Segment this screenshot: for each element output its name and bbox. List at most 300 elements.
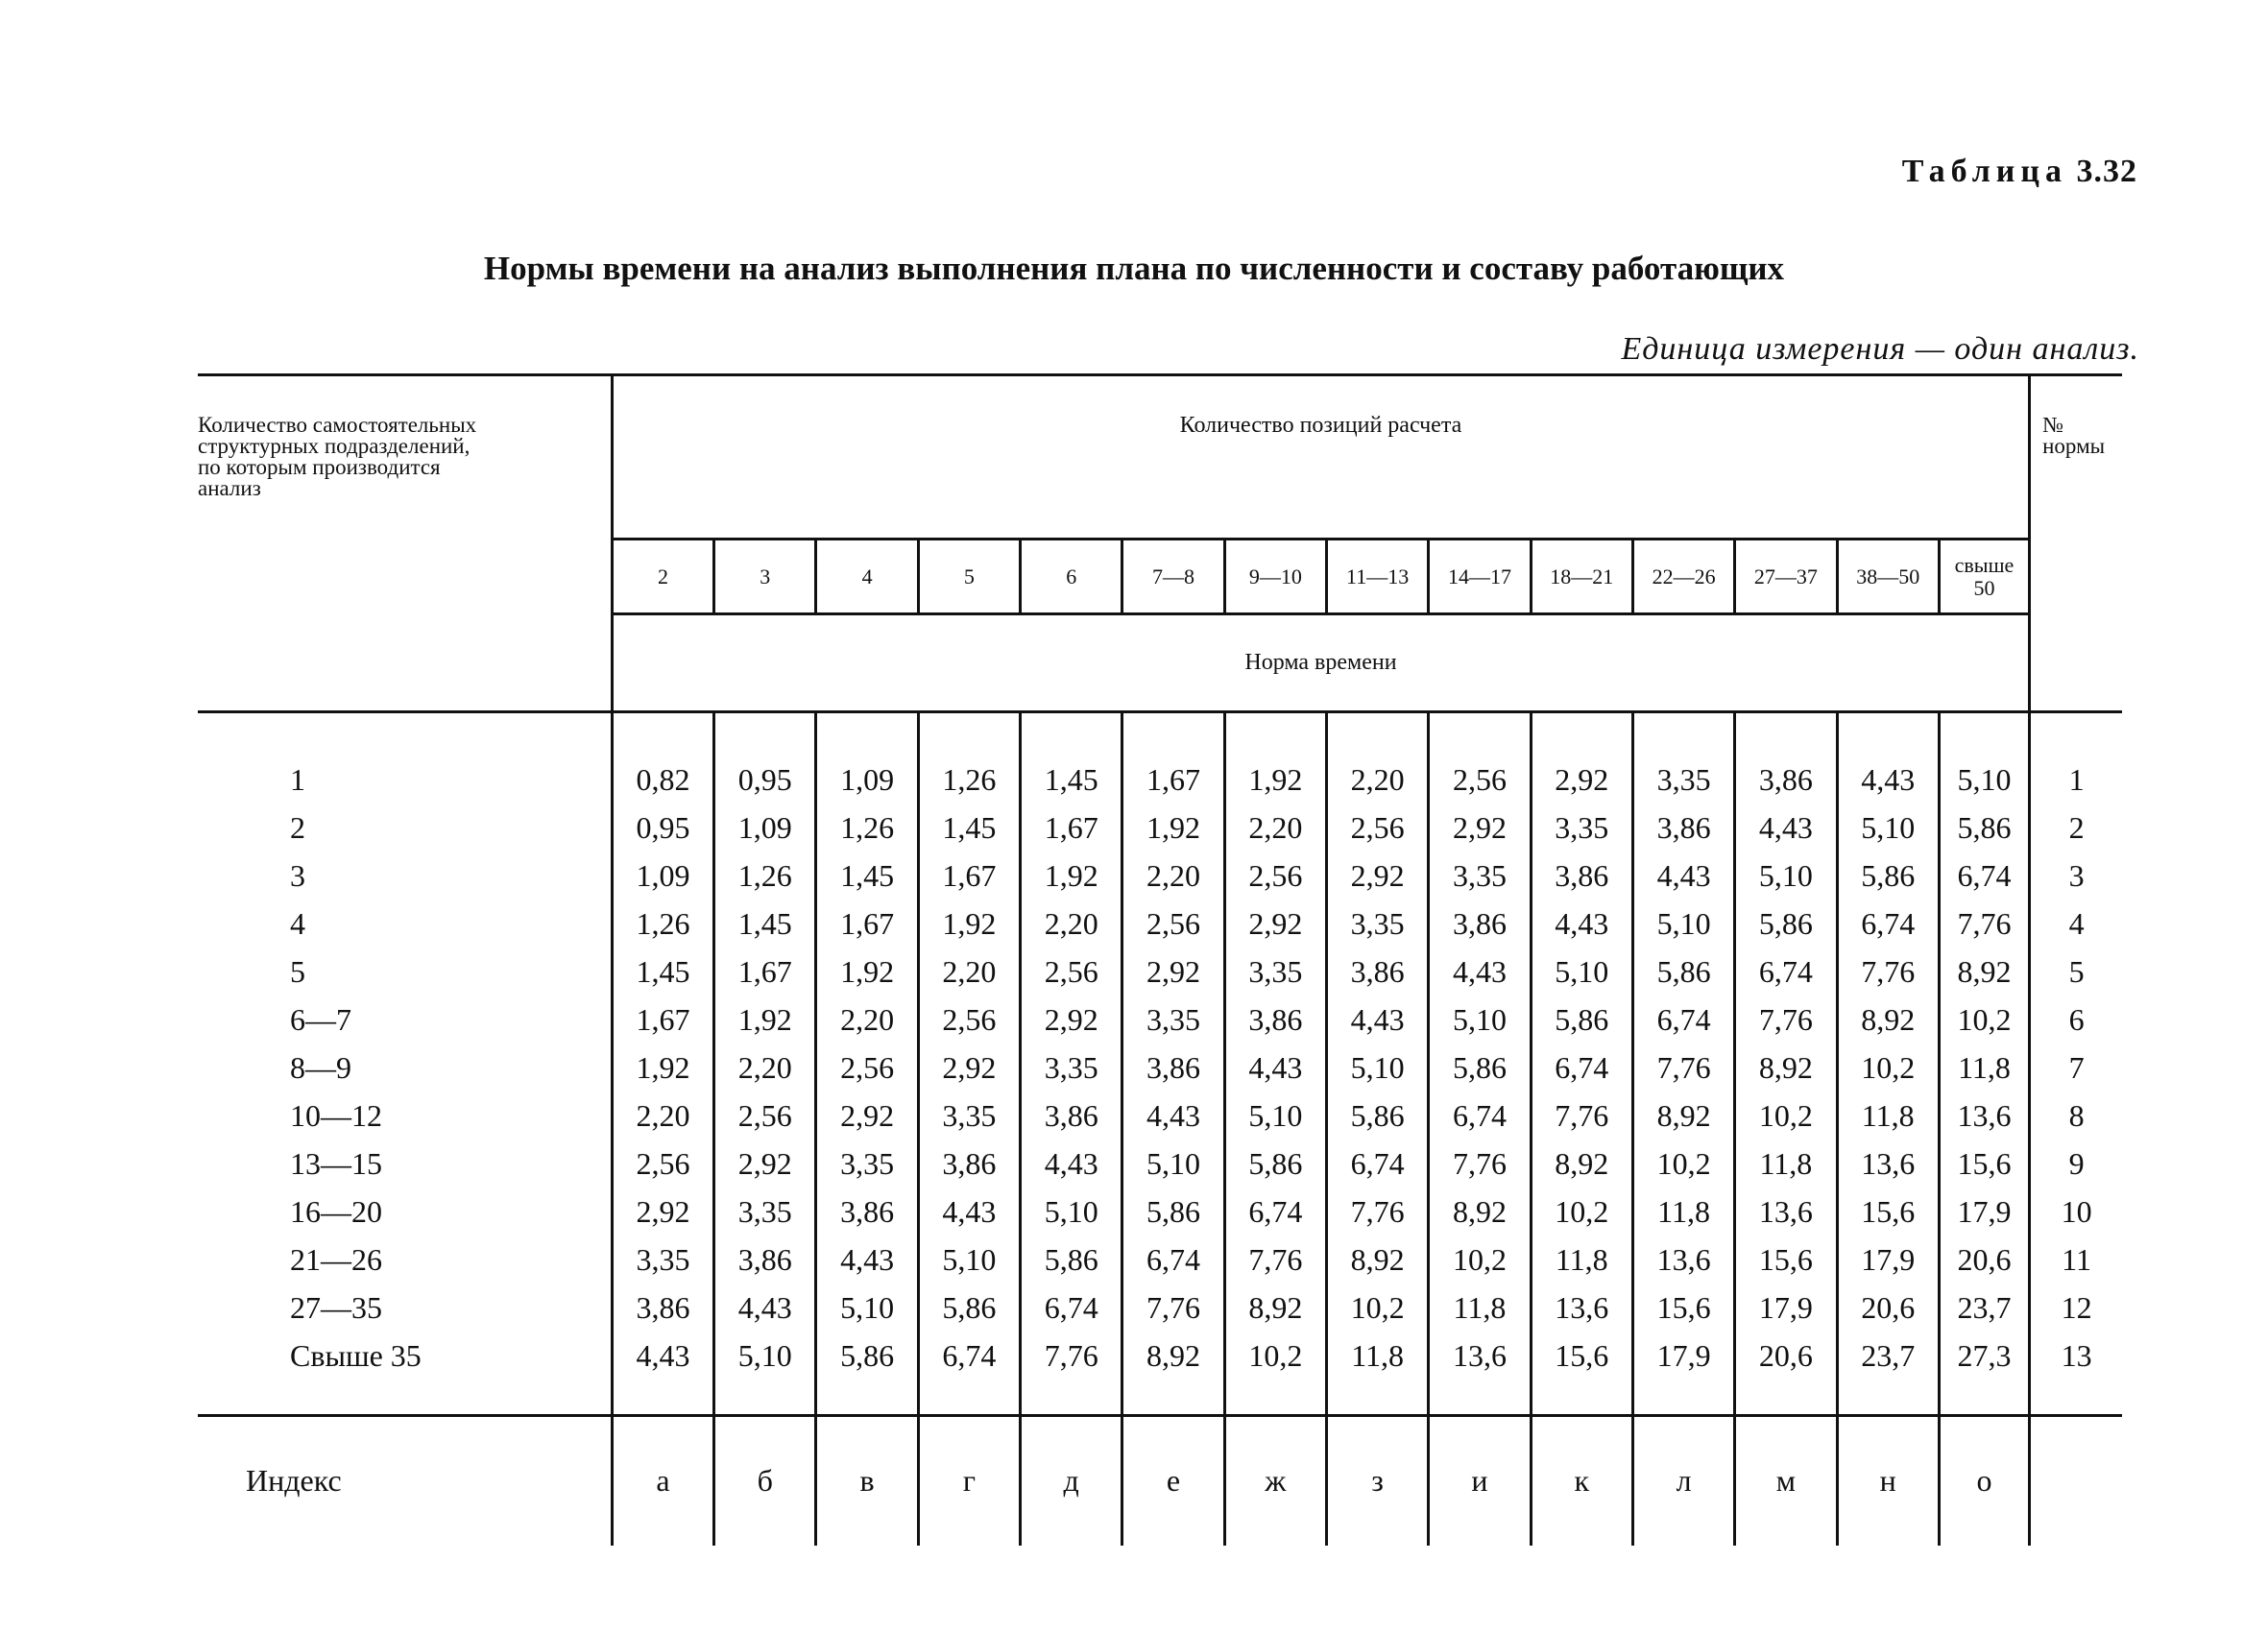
spacer-cell bbox=[198, 1380, 612, 1416]
column-header: 7—8 bbox=[1122, 540, 1224, 614]
table-row bbox=[198, 1044, 2122, 1092]
norm-value-cell: 4,43 bbox=[1122, 1092, 1224, 1140]
norm-value-cell: 6,74 bbox=[1837, 900, 1939, 948]
row-label: 27—35 bbox=[198, 1284, 612, 1332]
norm-value-cell: 20,6 bbox=[1939, 1236, 2029, 1284]
norm-value-cell: 5,86 bbox=[1735, 900, 1837, 948]
norm-value-cell: 3,35 bbox=[612, 1236, 713, 1284]
norm-value-cell: 3,86 bbox=[1531, 852, 1632, 900]
norm-value-cell: 2,56 bbox=[1122, 900, 1224, 948]
row-label: 2 bbox=[198, 804, 612, 852]
row-header-cell bbox=[198, 375, 612, 712]
row-header-line: Количество самостоятельных bbox=[198, 413, 477, 437]
norm-value-cell: 8,92 bbox=[1326, 1236, 1428, 1284]
norm-value-cell: 8,92 bbox=[1429, 1188, 1531, 1236]
norm-value-cell: 2,20 bbox=[1326, 756, 1428, 804]
norm-value-cell: 2,92 bbox=[1122, 948, 1224, 996]
index-cell: б bbox=[714, 1416, 816, 1547]
norm-value-cell: 5,10 bbox=[1837, 804, 1939, 852]
norm-value-cell: 15,6 bbox=[1939, 1140, 2029, 1188]
column-header: 5 bbox=[918, 540, 1020, 614]
column-header: 22—26 bbox=[1632, 540, 1734, 614]
index-cell: о bbox=[1939, 1416, 2029, 1547]
norm-value-cell: 1,67 bbox=[918, 852, 1020, 900]
norm-value-cell: 2,92 bbox=[612, 1188, 713, 1236]
norm-value-cell: 4,43 bbox=[1735, 804, 1837, 852]
norm-value-cell: 1,92 bbox=[1021, 852, 1122, 900]
norm-value-cell: 0,82 bbox=[612, 756, 713, 804]
spacer-cell bbox=[2030, 1380, 2122, 1416]
norm-value-cell: 7,76 bbox=[1735, 996, 1837, 1044]
norm-value-cell: 6,74 bbox=[1531, 1044, 1632, 1092]
norm-number: 2 bbox=[2068, 809, 2085, 845]
norm-value-cell: 15,6 bbox=[1837, 1188, 1939, 1236]
norm-value-cell: 5,86 bbox=[1429, 1044, 1531, 1092]
norm-value-cell: 3,35 bbox=[1224, 948, 1326, 996]
row-label: 6—7 bbox=[198, 996, 612, 1044]
norm-value-cell: 5,10 bbox=[1735, 852, 1837, 900]
column-header: 2 bbox=[612, 540, 713, 614]
norm-value-cell: 3,35 bbox=[1122, 996, 1224, 1044]
spacer-cell bbox=[918, 712, 1020, 756]
norm-value-cell: 1,92 bbox=[1122, 804, 1224, 852]
norm-value-cell: 1,92 bbox=[816, 948, 918, 996]
norm-number: 6 bbox=[2068, 1001, 2085, 1037]
norm-value-cell: 10,2 bbox=[1326, 1284, 1428, 1332]
spacer-cell bbox=[714, 712, 816, 756]
norm-value-cell: 1,26 bbox=[816, 804, 918, 852]
column-header-last-line: 50 bbox=[1973, 575, 1995, 600]
norm-value-cell: 5,10 bbox=[1429, 996, 1531, 1044]
column-header: 11—13 bbox=[1326, 540, 1428, 614]
row-label: 10—12 bbox=[198, 1092, 612, 1140]
table-row bbox=[198, 948, 2122, 996]
row-label: 16—20 bbox=[198, 1188, 612, 1236]
norm-value-cell: 5,10 bbox=[1326, 1044, 1428, 1092]
norm-value-cell: 1,67 bbox=[714, 948, 816, 996]
norm-number: 5 bbox=[2068, 953, 2085, 989]
norm-value-cell: 7,76 bbox=[1939, 900, 2029, 948]
spacer-cell bbox=[918, 1380, 1020, 1416]
norm-value-cell: 2,92 bbox=[1429, 804, 1531, 852]
norm-value-cell: 7,76 bbox=[1632, 1044, 1734, 1092]
column-header: 18—21 bbox=[1531, 540, 1632, 614]
norm-number-header-line: нормы bbox=[2042, 434, 2106, 458]
norm-value-cell: 6,74 bbox=[1632, 996, 1734, 1044]
norm-value-cell: 8,92 bbox=[1632, 1092, 1734, 1140]
norm-value-cell: 1,09 bbox=[612, 852, 713, 900]
norm-value-cell: 0,95 bbox=[714, 756, 816, 804]
norm-value-cell: 11,8 bbox=[1632, 1188, 1734, 1236]
norm-value-cell: 8,92 bbox=[1122, 1332, 1224, 1380]
norm-value-cell: 11,8 bbox=[1531, 1236, 1632, 1284]
column-header: 6 bbox=[1021, 540, 1122, 614]
norm-value-cell: 1,26 bbox=[714, 852, 816, 900]
spacer-cell bbox=[1632, 1380, 1734, 1416]
norm-value-cell: 1,09 bbox=[816, 756, 918, 804]
norm-value-cell: 6,74 bbox=[1939, 852, 2029, 900]
norm-value-cell: 17,9 bbox=[1735, 1284, 1837, 1332]
index-cell: в bbox=[816, 1416, 918, 1547]
norm-value-cell: 6,74 bbox=[1224, 1188, 1326, 1236]
norm-value-cell: 5,86 bbox=[1939, 804, 2029, 852]
norm-value-cell: 15,6 bbox=[1735, 1236, 1837, 1284]
norm-value-cell: 4,43 bbox=[816, 1236, 918, 1284]
norm-value-cell: 23,7 bbox=[1939, 1284, 2029, 1332]
norm-value-cell: 2,20 bbox=[918, 948, 1020, 996]
norm-value-cell: 3,86 bbox=[1021, 1092, 1122, 1140]
spacer-cell bbox=[1531, 1380, 1632, 1416]
spacer-cell bbox=[1122, 1380, 1224, 1416]
spacer-cell bbox=[612, 1380, 713, 1416]
row-label: Свыше 35 bbox=[198, 1332, 612, 1380]
norm-value-cell: 5,86 bbox=[1122, 1188, 1224, 1236]
norm-value-cell: 8,92 bbox=[1837, 996, 1939, 1044]
column-header: 9—10 bbox=[1224, 540, 1326, 614]
spacer-cell bbox=[816, 712, 918, 756]
norm-value-cell: 4,43 bbox=[612, 1332, 713, 1380]
norm-number: 11 bbox=[2062, 1241, 2091, 1277]
norm-number: 3 bbox=[2068, 857, 2085, 893]
norm-value-cell: 1,09 bbox=[714, 804, 816, 852]
norm-value-cell: 4,43 bbox=[1429, 948, 1531, 996]
norm-value-cell: 5,10 bbox=[816, 1284, 918, 1332]
norm-value-cell: 3,35 bbox=[816, 1140, 918, 1188]
spacer-cell bbox=[1939, 712, 2029, 756]
norm-value-cell: 15,6 bbox=[1632, 1284, 1734, 1332]
norm-value-cell: 2,92 bbox=[1224, 900, 1326, 948]
norm-value-cell: 6,74 bbox=[1326, 1140, 1428, 1188]
norm-value-cell: 3,86 bbox=[1224, 996, 1326, 1044]
norm-value-cell: 1,92 bbox=[1224, 756, 1326, 804]
norm-value-cell: 10,2 bbox=[1939, 996, 2029, 1044]
norm-value-cell: 13,6 bbox=[1939, 1092, 2029, 1140]
table-row bbox=[198, 1284, 2122, 1332]
row-label: 21—26 bbox=[198, 1236, 612, 1284]
norm-value-cell: 1,67 bbox=[1021, 804, 1122, 852]
spacer-cell bbox=[1326, 1380, 1428, 1416]
positions-header: Количество позиций расчета bbox=[612, 375, 2029, 540]
index-cell: и bbox=[1429, 1416, 1531, 1547]
norm-value-cell: 7,76 bbox=[1326, 1188, 1428, 1236]
norm-value-cell: 1,45 bbox=[612, 948, 713, 996]
spacer-cell bbox=[1735, 712, 1837, 756]
spacer-cell bbox=[1224, 712, 1326, 756]
norm-number-header-line: № bbox=[2042, 413, 2064, 437]
norm-value-cell: 3,35 bbox=[1531, 804, 1632, 852]
table-row bbox=[198, 1092, 2122, 1140]
norm-value-cell: 3,35 bbox=[714, 1188, 816, 1236]
index-cell: г bbox=[918, 1416, 1020, 1547]
norm-value-cell: 8,92 bbox=[1531, 1140, 1632, 1188]
row-header-line: анализ bbox=[198, 476, 261, 500]
spacer-row bbox=[198, 1380, 2122, 1416]
norm-value-cell: 3,86 bbox=[1122, 1044, 1224, 1092]
norm-number: 4 bbox=[2068, 905, 2085, 941]
norm-value-cell: 1,26 bbox=[918, 756, 1020, 804]
norm-time-label: Норма времени bbox=[612, 614, 2029, 712]
spacer-cell bbox=[1429, 1380, 1531, 1416]
norm-value-cell: 2,56 bbox=[1021, 948, 1122, 996]
norm-number: 13 bbox=[2061, 1337, 2092, 1373]
table-row bbox=[198, 756, 2122, 804]
norm-value-cell: 2,20 bbox=[816, 996, 918, 1044]
index-label: Индекс bbox=[198, 1416, 612, 1547]
norm-value-cell: 5,10 bbox=[1224, 1092, 1326, 1140]
spacer-cell bbox=[1837, 1380, 1939, 1416]
column-header: 14—17 bbox=[1429, 540, 1531, 614]
norm-value-cell: 4,43 bbox=[1837, 756, 1939, 804]
norm-value-cell: 2,92 bbox=[1021, 996, 1122, 1044]
norm-value-cell: 5,86 bbox=[1326, 1092, 1428, 1140]
norm-value-cell: 3,86 bbox=[918, 1140, 1020, 1188]
spacer-cell bbox=[714, 1380, 816, 1416]
norm-value-cell: 8,92 bbox=[1939, 948, 2029, 996]
norm-value-cell: 11,8 bbox=[1837, 1092, 1939, 1140]
norm-value-cell: 3,35 bbox=[1632, 756, 1734, 804]
row-label: 4 bbox=[198, 900, 612, 948]
norm-value-cell: 11,8 bbox=[1939, 1044, 2029, 1092]
norm-value-cell: 27,3 bbox=[1939, 1332, 2029, 1380]
norm-value-cell: 23,7 bbox=[1837, 1332, 1939, 1380]
table-number bbox=[1902, 154, 2137, 190]
table-label-word: Таблица bbox=[1901, 154, 2067, 189]
row-label: 5 bbox=[198, 948, 612, 996]
spacer-cell bbox=[1735, 1380, 1837, 1416]
norm-value-cell: 13,6 bbox=[1429, 1332, 1531, 1380]
spacer-cell bbox=[198, 712, 612, 756]
index-cell: н bbox=[1837, 1416, 1939, 1547]
norm-value-cell: 5,86 bbox=[1021, 1236, 1122, 1284]
spacer-cell bbox=[1939, 1380, 2029, 1416]
row-label: 3 bbox=[198, 852, 612, 900]
table-row bbox=[198, 1188, 2122, 1236]
norm-value-cell: 13,6 bbox=[1837, 1140, 1939, 1188]
row-header-line: по которым производится bbox=[198, 455, 441, 479]
index-cell: д bbox=[1021, 1416, 1122, 1547]
row-label: 1 bbox=[198, 756, 612, 804]
spacer-cell bbox=[1021, 1380, 1122, 1416]
column-header: 3 bbox=[714, 540, 816, 614]
column-header-last-line: свыше bbox=[1954, 552, 2015, 577]
norm-value-cell: 2,92 bbox=[918, 1044, 1020, 1092]
table-row bbox=[198, 1140, 2122, 1188]
norm-value-cell: 17,9 bbox=[1632, 1332, 1734, 1380]
norm-value-cell: 5,10 bbox=[1122, 1140, 1224, 1188]
spacer-cell bbox=[1531, 712, 1632, 756]
norm-value-cell: 2,56 bbox=[816, 1044, 918, 1092]
spacer-cell bbox=[1632, 712, 1734, 756]
norm-number-header bbox=[2030, 375, 2122, 712]
norm-value-cell: 2,56 bbox=[612, 1140, 713, 1188]
norm-value-cell: 4,43 bbox=[1326, 996, 1428, 1044]
norm-value-cell: 6,74 bbox=[1122, 1236, 1224, 1284]
norm-value-cell: 10,2 bbox=[1429, 1236, 1531, 1284]
spacer-cell bbox=[1326, 712, 1428, 756]
spacer-cell bbox=[1837, 712, 1939, 756]
norm-value-cell: 1,92 bbox=[612, 1044, 713, 1092]
norm-value-cell: 2,20 bbox=[1122, 852, 1224, 900]
norm-value-cell: 2,56 bbox=[918, 996, 1020, 1044]
norm-value-cell: 3,35 bbox=[918, 1092, 1020, 1140]
norm-value-cell: 3,86 bbox=[1735, 756, 1837, 804]
spacer-cell bbox=[1429, 712, 1531, 756]
norm-value-cell: 10,2 bbox=[1531, 1188, 1632, 1236]
norm-value-cell: 2,20 bbox=[612, 1092, 713, 1140]
table-row bbox=[198, 1332, 2122, 1380]
norm-value-cell: 11,8 bbox=[1326, 1332, 1428, 1380]
norm-value-cell: 2,20 bbox=[714, 1044, 816, 1092]
index-row bbox=[198, 1416, 2122, 1547]
norm-value-cell: 8,92 bbox=[1224, 1284, 1326, 1332]
table-title: Нормы времени на анализ выполнения плана по численности и составу работающих bbox=[483, 250, 1785, 287]
norm-value-cell: 3,86 bbox=[1326, 948, 1428, 996]
norm-number: 9 bbox=[2068, 1145, 2085, 1181]
norm-value-cell: 5,86 bbox=[1531, 996, 1632, 1044]
norm-number: 8 bbox=[2068, 1097, 2085, 1133]
norm-value-cell: 13,6 bbox=[1735, 1188, 1837, 1236]
norm-value-cell: 3,35 bbox=[1429, 852, 1531, 900]
norm-number: 1 bbox=[2068, 761, 2085, 797]
norm-value-cell: 13,6 bbox=[1531, 1284, 1632, 1332]
index-cell: м bbox=[1735, 1416, 1837, 1547]
norm-value-cell: 4,43 bbox=[918, 1188, 1020, 1236]
norm-value-cell: 5,86 bbox=[1837, 852, 1939, 900]
norm-value-cell: 5,10 bbox=[714, 1332, 816, 1380]
norm-value-cell: 2,20 bbox=[1224, 804, 1326, 852]
spacer-cell bbox=[1224, 1380, 1326, 1416]
norm-value-cell: 5,10 bbox=[918, 1236, 1020, 1284]
index-cell: ж bbox=[1224, 1416, 1326, 1547]
norm-value-cell: 4,43 bbox=[1531, 900, 1632, 948]
norm-value-cell: 4,43 bbox=[1632, 852, 1734, 900]
norm-value-cell: 7,76 bbox=[1224, 1236, 1326, 1284]
norm-value-cell: 1,45 bbox=[816, 852, 918, 900]
norm-value-cell: 2,56 bbox=[714, 1092, 816, 1140]
norm-value-cell: 10,2 bbox=[1735, 1092, 1837, 1140]
norm-value-cell: 5,86 bbox=[816, 1332, 918, 1380]
norm-value-cell: 20,6 bbox=[1735, 1332, 1837, 1380]
norm-value-cell: 3,86 bbox=[612, 1284, 713, 1332]
norm-value-cell: 3,86 bbox=[1632, 804, 1734, 852]
unit-of-measure: Единица измерения — один анализ. bbox=[1621, 331, 2139, 367]
column-header-last bbox=[1939, 540, 2029, 614]
norm-value-cell: 20,6 bbox=[1837, 1284, 1939, 1332]
row-label: 13—15 bbox=[198, 1140, 612, 1188]
norm-value-cell: 1,67 bbox=[1122, 756, 1224, 804]
norm-value-cell: 3,35 bbox=[1021, 1044, 1122, 1092]
norm-value-cell: 7,76 bbox=[1429, 1140, 1531, 1188]
norm-value-cell: 6,74 bbox=[1021, 1284, 1122, 1332]
norm-value-cell: 1,67 bbox=[612, 996, 713, 1044]
norm-value-cell: 10,2 bbox=[1837, 1044, 1939, 1092]
index-cell: л bbox=[1632, 1416, 1734, 1547]
norm-number: 10 bbox=[2061, 1193, 2092, 1229]
norm-value-cell: 3,86 bbox=[714, 1236, 816, 1284]
spacer-cell bbox=[1122, 712, 1224, 756]
norm-value-cell: 2,92 bbox=[1531, 756, 1632, 804]
norm-value-cell: 1,45 bbox=[714, 900, 816, 948]
norm-value-cell: 5,10 bbox=[1939, 756, 2029, 804]
norm-value-cell: 1,26 bbox=[612, 900, 713, 948]
norm-value-cell: 4,43 bbox=[1224, 1044, 1326, 1092]
norm-value-cell: 1,92 bbox=[918, 900, 1020, 948]
norm-value-cell: 3,35 bbox=[1326, 900, 1428, 948]
column-header: 27—37 bbox=[1735, 540, 1837, 614]
norm-value-cell: 5,10 bbox=[1021, 1188, 1122, 1236]
norm-value-cell: 10,2 bbox=[1224, 1332, 1326, 1380]
spacer-cell bbox=[612, 712, 713, 756]
norm-value-cell: 1,67 bbox=[816, 900, 918, 948]
norm-value-cell: 2,56 bbox=[1326, 804, 1428, 852]
table-label-number: 3.32 bbox=[2076, 154, 2137, 189]
norm-value-cell: 5,10 bbox=[1531, 948, 1632, 996]
norm-value-cell: 13,6 bbox=[1632, 1236, 1734, 1284]
norm-value-cell: 5,10 bbox=[1632, 900, 1734, 948]
norm-value-cell: 7,76 bbox=[1021, 1332, 1122, 1380]
index-blank-cell bbox=[2030, 1416, 2122, 1547]
norm-value-cell: 17,9 bbox=[1939, 1188, 2029, 1236]
norm-value-cell: 2,92 bbox=[1326, 852, 1428, 900]
norm-value-cell: 2,92 bbox=[714, 1140, 816, 1188]
index-cell: е bbox=[1122, 1416, 1224, 1547]
spacer-cell bbox=[2030, 712, 2122, 756]
norm-value-cell: 7,76 bbox=[1837, 948, 1939, 996]
norm-value-cell: 7,76 bbox=[1531, 1092, 1632, 1140]
table-row bbox=[198, 804, 2122, 852]
table-row bbox=[198, 852, 2122, 900]
norm-value-cell: 7,76 bbox=[1122, 1284, 1224, 1332]
norm-value-cell: 3,86 bbox=[816, 1188, 918, 1236]
norm-value-cell: 2,92 bbox=[816, 1092, 918, 1140]
norm-value-cell: 1,45 bbox=[918, 804, 1020, 852]
norm-value-cell: 5,86 bbox=[1632, 948, 1734, 996]
spacer-cell bbox=[1021, 712, 1122, 756]
index-cell: к bbox=[1531, 1416, 1632, 1547]
table-row bbox=[198, 900, 2122, 948]
norm-value-cell: 4,43 bbox=[1021, 1140, 1122, 1188]
index-cell: з bbox=[1326, 1416, 1428, 1547]
norm-number: 7 bbox=[2068, 1049, 2085, 1085]
norms-table bbox=[198, 373, 2122, 1546]
norm-value-cell: 11,8 bbox=[1735, 1140, 1837, 1188]
norm-value-cell: 0,95 bbox=[612, 804, 713, 852]
norm-value-cell: 6,74 bbox=[918, 1332, 1020, 1380]
norm-value-cell: 3,86 bbox=[1429, 900, 1531, 948]
norm-value-cell: 1,45 bbox=[1021, 756, 1122, 804]
norm-value-cell: 17,9 bbox=[1837, 1236, 1939, 1284]
norm-value-cell: 2,20 bbox=[1021, 900, 1122, 948]
norm-value-cell: 4,43 bbox=[714, 1284, 816, 1332]
row-header-line: структурных подразделений, bbox=[198, 434, 470, 458]
row-label: 8—9 bbox=[198, 1044, 612, 1092]
norm-number: 12 bbox=[2061, 1289, 2092, 1325]
table-row bbox=[198, 1236, 2122, 1284]
norm-value-cell: 15,6 bbox=[1531, 1332, 1632, 1380]
spacer-cell bbox=[816, 1380, 918, 1416]
table-row bbox=[198, 996, 2122, 1044]
norm-value-cell: 6,74 bbox=[1735, 948, 1837, 996]
norm-value-cell: 6,74 bbox=[1429, 1092, 1531, 1140]
norm-value-cell: 5,86 bbox=[918, 1284, 1020, 1332]
norm-value-cell: 10,2 bbox=[1632, 1140, 1734, 1188]
norm-value-cell: 5,86 bbox=[1224, 1140, 1326, 1188]
index-cell: а bbox=[612, 1416, 713, 1547]
norm-value-cell: 11,8 bbox=[1429, 1284, 1531, 1332]
norm-value-cell: 2,56 bbox=[1224, 852, 1326, 900]
column-header: 38—50 bbox=[1837, 540, 1939, 614]
norm-value-cell: 2,56 bbox=[1429, 756, 1531, 804]
